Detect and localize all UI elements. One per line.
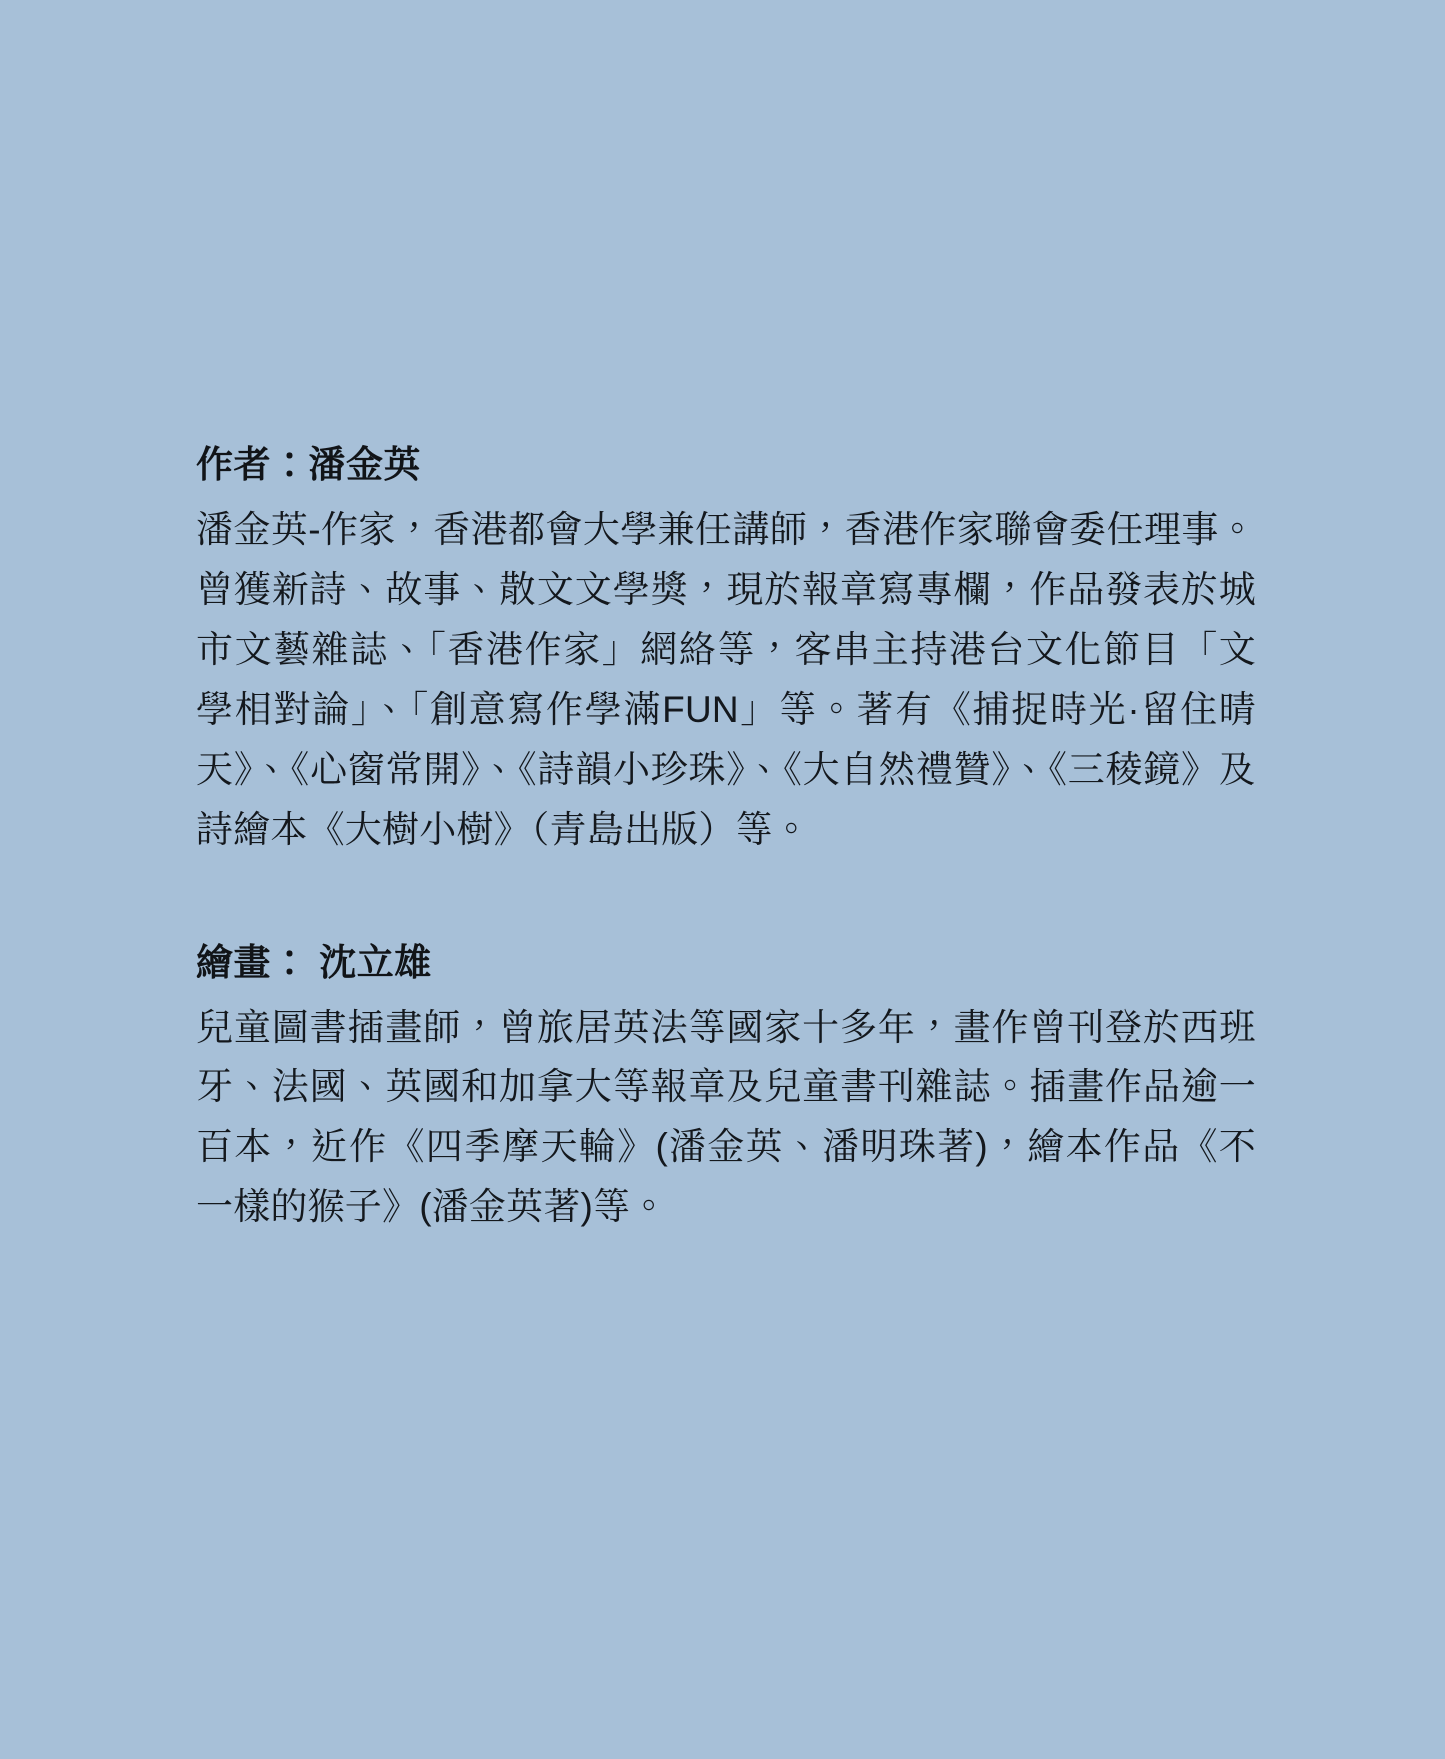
illustrator-biography: 兒童圖書插畫師，曾旅居英法等國家十多年，畫作曾刊登於西班牙、法國、英國和加拿大等報章及兒童書刊雜誌。插畫作品逾一百本，近作《四季摩天輪》(潘金英、潘明珠著)，繪本作品《不一樣的猴子》(潘金英著)等。 (196, 1006, 1256, 1228)
author-heading: 作者：潘金英 (196, 444, 421, 485)
text-content-block (196, 440, 1256, 1237)
illustrator-heading: 繪畫： 沈立雄 (196, 941, 432, 983)
illustrator-section (196, 938, 1256, 1238)
section-divider-space (196, 916, 1256, 938)
author-biography: 潘金英-作家，香港都會大學兼任講師，香港作家聯會委任理事。曾獲新詩、故事、散文文學獎，現於報章寫專欄，作品發表於城市文藝雜誌、「香港作家」網絡等，客串主持港台文化節目「文學相對論」、「創意寫作學滿FUN」等。著有《捕捉時光·留住晴天》、《心窗常開》、《詩韻小珍珠》、《大自然禮贊》、《三稜鏡》及詩繪本《大樹小樹》（青島出版）等。 (196, 508, 1256, 850)
author-section (196, 440, 1256, 860)
